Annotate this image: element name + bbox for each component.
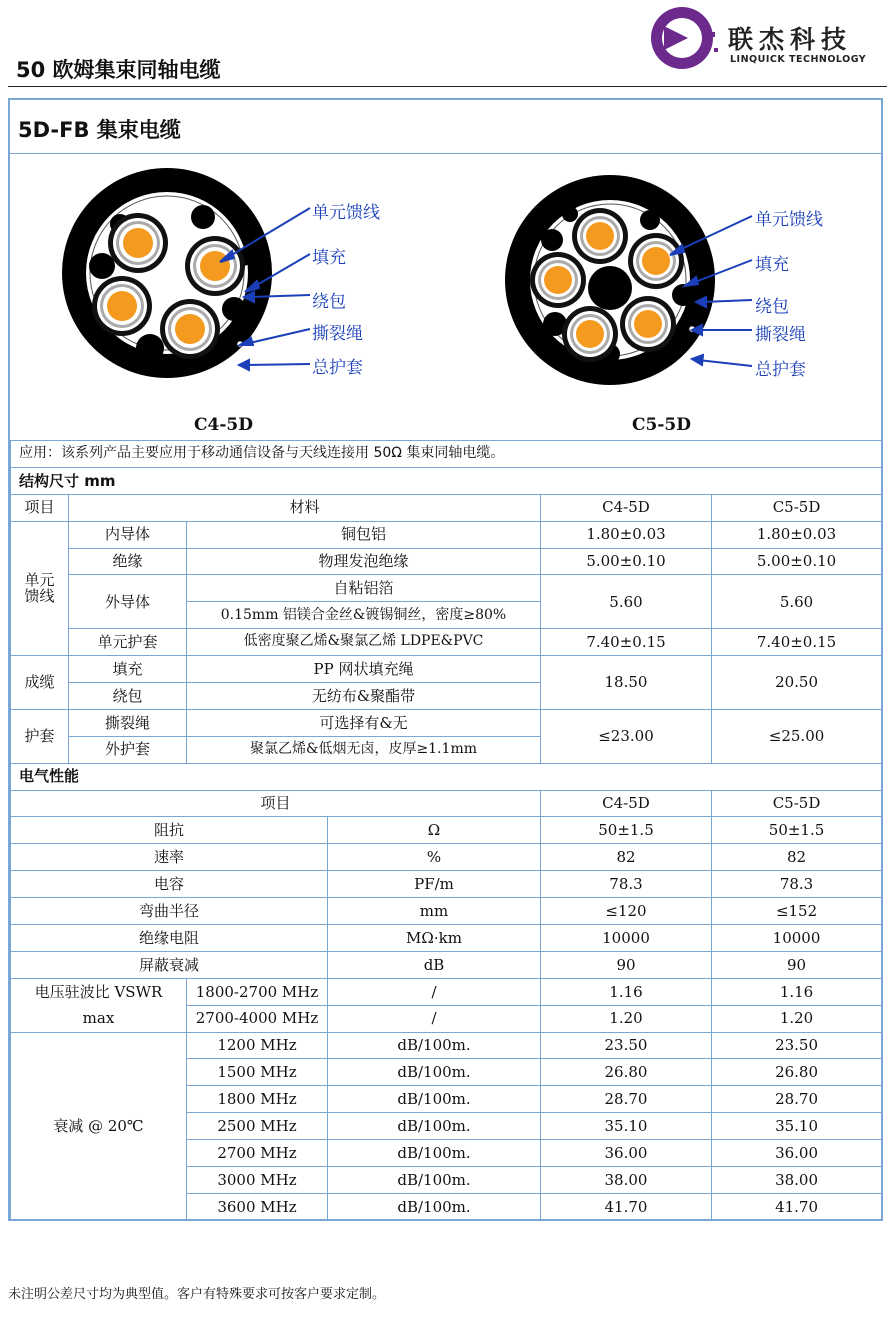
c4-callout-ripcord: 撕裂绳 xyxy=(312,324,363,344)
c5-callout-ripcord: 撕裂绳 xyxy=(755,325,806,345)
c4-caption: C4-5D xyxy=(194,415,253,435)
table-row xyxy=(11,656,882,683)
row-item: 电容 xyxy=(11,871,328,898)
row-unit: Ω xyxy=(328,817,541,844)
c4-callout-wrap: 绕包 xyxy=(312,292,346,312)
row-c4: 7.40±0.15 xyxy=(541,629,712,656)
vswr-label-line1: 电压驻波比 VSWR xyxy=(11,978,187,1005)
row-unit: dB/100m. xyxy=(328,1032,541,1059)
row-freq: 1200 MHz xyxy=(187,1032,328,1059)
row-freq: 3000 MHz xyxy=(187,1167,328,1194)
row-material: 低密度聚乙烯&聚氯乙烯 LDPE&PVC xyxy=(187,629,541,656)
c4-callout-filler: 填充 xyxy=(312,248,346,268)
c4-callout-jacket: 总护套 xyxy=(312,358,363,378)
c5-callout-jacket: 总护套 xyxy=(755,360,806,380)
row-c4: 90 xyxy=(541,951,712,978)
row-c5: 90 xyxy=(712,951,882,978)
table-row xyxy=(11,575,882,602)
row-c4: 78.3 xyxy=(541,871,712,898)
row-item: 绝缘 xyxy=(69,548,187,575)
row-c4: 1.16 xyxy=(541,978,712,1005)
row-c5: 5.60 xyxy=(712,575,882,629)
structure-header-material: 材料 xyxy=(69,494,541,521)
row-item: 弯曲半径 xyxy=(11,898,328,925)
row-material: 可选择有&无 xyxy=(187,709,541,736)
row-c4: 10000 xyxy=(541,925,712,952)
table-row xyxy=(11,548,882,575)
row-material: 无纺布&聚酯带 xyxy=(187,683,541,710)
structure-header-row xyxy=(11,494,882,521)
application-text: 应用：该系列产品主要应用于移动通信设备与天线连接用 50Ω 集束同轴电缆。 xyxy=(11,441,882,468)
electrical-header-c5: C5-5D xyxy=(712,790,882,817)
row-item: 绝缘电阻 xyxy=(11,925,328,952)
group-unit-feeder: 单元馈线 xyxy=(11,521,69,655)
row-unit: dB/100m. xyxy=(328,1086,541,1113)
logo-en-text: LINQUICK TECHNOLOGY xyxy=(730,54,867,65)
c5-callout-filler: 填充 xyxy=(755,255,789,275)
row-c5: 23.50 xyxy=(712,1032,882,1059)
row-item: 单元护套 xyxy=(69,629,187,656)
row-freq: 2700-4000 MHz xyxy=(187,1005,328,1032)
row-material: 铜包铝 xyxy=(187,521,541,548)
row-c4: 1.80±0.03 xyxy=(541,521,712,548)
c5-cross-section xyxy=(505,175,752,385)
row-c4: 36.00 xyxy=(541,1140,712,1167)
row-item: 屏蔽衰减 xyxy=(11,951,328,978)
row-c4: ≤23.00 xyxy=(541,709,712,763)
attenuation-label: 衰减 @ 20℃ xyxy=(11,1032,187,1220)
section-title-bar xyxy=(10,100,881,154)
row-unit: dB/100m. xyxy=(328,1059,541,1086)
row-c4: 38.00 xyxy=(541,1167,712,1194)
row-item: 外导体 xyxy=(69,575,187,629)
table-row xyxy=(11,629,882,656)
row-c5: 1.80±0.03 xyxy=(712,521,882,548)
row-c4: ≤120 xyxy=(541,898,712,925)
row-c5: 28.70 xyxy=(712,1086,882,1113)
row-c5: 50±1.5 xyxy=(712,817,882,844)
row-unit: / xyxy=(328,978,541,1005)
row-c5: 1.20 xyxy=(712,1005,882,1032)
cable-cross-section-diagram xyxy=(10,154,881,440)
row-c5: ≤152 xyxy=(712,898,882,925)
row-c4: 50±1.5 xyxy=(541,817,712,844)
row-freq: 1800-2700 MHz xyxy=(187,978,328,1005)
row-c5: 82 xyxy=(712,844,882,871)
row-c4: 5.60 xyxy=(541,575,712,629)
row-item: 阻抗 xyxy=(11,817,328,844)
row-material: 聚氯乙烯&低烟无卤，皮厚≥1.1mm xyxy=(187,736,541,763)
table-row xyxy=(11,709,882,736)
footnote: 未注明公差尺寸均为典型值。客户有特殊要求可按客户要求定制。 xyxy=(8,1287,386,1302)
electrical-header-c4: C4-5D xyxy=(541,790,712,817)
logo-mark-icon xyxy=(646,4,726,72)
row-c5: 1.16 xyxy=(712,978,882,1005)
row-c5: 35.10 xyxy=(712,1113,882,1140)
row-unit: mm xyxy=(328,898,541,925)
header-divider xyxy=(8,86,887,87)
structure-heading: 结构尺寸 mm xyxy=(11,467,882,494)
structure-heading-row xyxy=(11,467,882,494)
spec-table xyxy=(10,440,882,1221)
row-c5: 78.3 xyxy=(712,871,882,898)
structure-header-c5: C5-5D xyxy=(712,494,882,521)
group-cabling: 成缆 xyxy=(11,656,69,710)
table-row xyxy=(11,898,882,925)
row-c4: 82 xyxy=(541,844,712,871)
row-c5: 41.70 xyxy=(712,1193,882,1220)
row-unit: dB/100m. xyxy=(328,1167,541,1194)
row-c5: 38.00 xyxy=(712,1167,882,1194)
row-c4: 18.50 xyxy=(541,656,712,710)
c5-callout-wrap: 绕包 xyxy=(755,297,789,317)
c5-caption: C5-5D xyxy=(632,415,691,435)
table-row xyxy=(11,978,882,1005)
table-row xyxy=(11,1032,882,1059)
row-c4: 41.70 xyxy=(541,1193,712,1220)
vswr-label-line2: max xyxy=(11,1005,187,1032)
row-unit: PF/m xyxy=(328,871,541,898)
row-c5: 7.40±0.15 xyxy=(712,629,882,656)
row-item: 外护套 xyxy=(69,736,187,763)
row-material: 自粘铝箔 xyxy=(187,575,541,602)
electrical-header-item: 项目 xyxy=(11,790,541,817)
table-row xyxy=(11,951,882,978)
row-item: 速率 xyxy=(11,844,328,871)
row-unit: % xyxy=(328,844,541,871)
row-item: 撕裂绳 xyxy=(69,709,187,736)
company-logo xyxy=(646,4,876,72)
c4-callout-unit-feeder: 单元馈线 xyxy=(312,203,380,223)
logo-cn-text: 联杰科技 xyxy=(728,25,853,54)
row-freq: 2500 MHz xyxy=(187,1113,328,1140)
row-item: 内导体 xyxy=(69,521,187,548)
row-c5: 36.00 xyxy=(712,1140,882,1167)
row-unit: dB xyxy=(328,951,541,978)
row-freq: 3600 MHz xyxy=(187,1193,328,1220)
row-c5: 10000 xyxy=(712,925,882,952)
row-c4: 28.70 xyxy=(541,1086,712,1113)
table-row xyxy=(11,817,882,844)
electrical-heading: 电气性能 xyxy=(11,763,882,790)
structure-header-item: 项目 xyxy=(11,494,69,521)
row-c5: 20.50 xyxy=(712,656,882,710)
table-row xyxy=(11,871,882,898)
structure-header-c4: C4-5D xyxy=(541,494,712,521)
table-row xyxy=(11,925,882,952)
row-unit: dB/100m. xyxy=(328,1193,541,1220)
electrical-heading-row xyxy=(11,763,882,790)
row-c5: 5.00±0.10 xyxy=(712,548,882,575)
application-row xyxy=(11,441,882,468)
row-material: PP 网状填充绳 xyxy=(187,656,541,683)
row-material: 0.15mm 铝镁合金丝&镀锡铜丝，密度≥80% xyxy=(187,602,541,629)
group-jacket: 护套 xyxy=(11,709,69,763)
row-c4: 1.20 xyxy=(541,1005,712,1032)
row-c4: 35.10 xyxy=(541,1113,712,1140)
row-c4: 23.50 xyxy=(541,1032,712,1059)
row-freq: 1500 MHz xyxy=(187,1059,328,1086)
table-row xyxy=(11,521,882,548)
row-unit: MΩ·km xyxy=(328,925,541,952)
row-freq: 2700 MHz xyxy=(187,1140,328,1167)
row-c4: 26.80 xyxy=(541,1059,712,1086)
row-item: 绕包 xyxy=(69,683,187,710)
table-row xyxy=(11,844,882,871)
row-c4: 5.00±0.10 xyxy=(541,548,712,575)
row-unit: / xyxy=(328,1005,541,1032)
row-item: 填充 xyxy=(69,656,187,683)
row-c5: ≤25.00 xyxy=(712,709,882,763)
table-row xyxy=(11,1005,882,1032)
document-title: 50 欧姆集束同轴电缆 xyxy=(16,58,221,82)
electrical-header-row xyxy=(11,790,882,817)
row-freq: 1800 MHz xyxy=(187,1086,328,1113)
section-title: 5D-FB 集束电缆 xyxy=(18,118,181,142)
row-unit: dB/100m. xyxy=(328,1140,541,1167)
row-material: 物理发泡绝缘 xyxy=(187,548,541,575)
c5-callout-unit-feeder: 单元馈线 xyxy=(755,210,823,230)
c4-cross-section xyxy=(62,168,310,378)
row-c5: 26.80 xyxy=(712,1059,882,1086)
row-unit: dB/100m. xyxy=(328,1113,541,1140)
